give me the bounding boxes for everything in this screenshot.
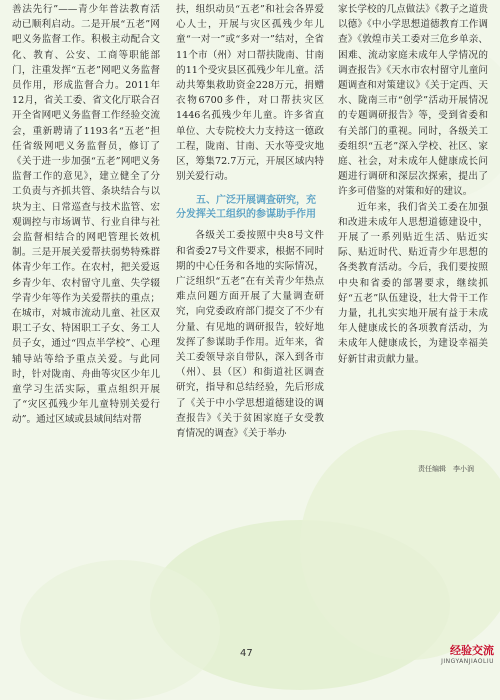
body-paragraph: 家长学校的几点做法》《教子之道贵以德》《中小学思想道德教育工作调查》《敦煌市关工委对三危乡单亲、困难、流动家庭未成年人学情况的调查报告》《天水市农村留守儿童问题调查和对策建议》《关于定西、天水、陇南三市“创学”活动开展情况的专题调研报告》等，受到省委和有关部门的重视。同时，各级关工委组织“五老”深入学校、社区、家庭、社会，对未成年人健康成长问题进行调研和深层次探索，提出了许多可借鉴的对策和好的建议。 [338,4,488,198]
section-heading: 五、广泛开展调查研究，充分发挥关工组织的参谋助手作用 [176,195,316,221]
article-column-2 [176,2,324,441]
article-column-1 [12,2,160,428]
body-paragraph: 善法先行”——青少年普法教育活动已顺利启动。二是开展“五老”网吧义务监督工作。积极主动配合文化、教育、公安、工商等职能部门，注重发挥“五老”网吧义务监督员作用，形成监督合力。2011年12月，省关工委、省文化厅联合召开全省网吧义务监督工作经验交流会，重新聘请了1193名“五老”担任省级网吧义务监督员，修订了《关于进一步加强“五老”网吧义务监督工作的意见》，建立健全了分工负责与齐抓共管、条块结合与以块为主、日常巡查与技术监管、宏观调控与市场调节、行业自律与社会监督相结合的网吧管理长效机制。三是开展关爱帮扶弱势特殊群体青少年工作。在农村，把关爱返乡青少年、农村留守儿童、失学辍学青少年等作为关爱帮扶的重点；在城市，对城市流动儿童、社区双职工子女、特困职工子女、务工人员子女，通过“四点半学校”、心理辅导站等给予重点关爱。与此同时，针对陇南、舟曲等灾区少年儿童学习生活实际，重点组织开展了“灾区孤残少年儿童特别关爱行动”。通过区域或县域间结对帮 [12,4,160,426]
brand-name: 经验交流 [450,644,494,657]
editor-credit: 责任编辑 李小润 [418,465,474,473]
page-number: 47 [240,648,253,659]
article-column-3 [338,2,488,367]
body-paragraph: 近年来，我们省关工委在加强和改进未成年人思想道德建设中，开展了一系列贴近生活、贴近实际、贴近时代、贴近青少年思想的各类教育活动。今后，我们要按照中央和省委的部署要求，继续抓好“五老”队伍建设，壮大骨干工作力量，扎扎实实地开展有益于未成年人健康成长的各项教育活动，为未成年人健康成长，为建设幸福美好新甘肃贡献力量。 [338,201,488,365]
body-paragraph: 扶，组织动员“五老”和社会各界爱心人士，开展与灾区孤残少年儿童“一对一”或“多对一”结对，全省11个市（州）对口帮扶陇南、甘南的11个受灾县区孤残少年儿童。活动共筹集救助资金228万元，捐赠衣物6700多件，对口帮扶灾区1446名孤残少年儿童。许多省直单位、大专院校大力支持这一德政工程，陇南、甘南、天水等受灾地区，筹集72.7万元，开展区域内特别关爱行动。 [176,4,324,183]
background-decoration [20,560,220,700]
section-brand [420,642,494,665]
body-paragraph: 各级关工委按照中央8号文件和省委27号文件要求，根据不同时期的中心任务和各地的实际情况，广泛组织“五老”在有关青少年热点难点问题方面开展了大量调查研究，向党委政府部门提交了不少有分量、有见地的调研报告，较好地发挥了参谋助手作用。近年来，省关工委领导亲自带队，深入到各市（州）、县（区）和街道社区调查研究，指导和总结经验，先后形成了《关于中小学思想道德建设的调查报告》《关于贫困家庭子女受教育情况的调查》《关于举办 [176,230,324,440]
brand-pinyin: JINGYANJIAOLIU [441,658,494,665]
